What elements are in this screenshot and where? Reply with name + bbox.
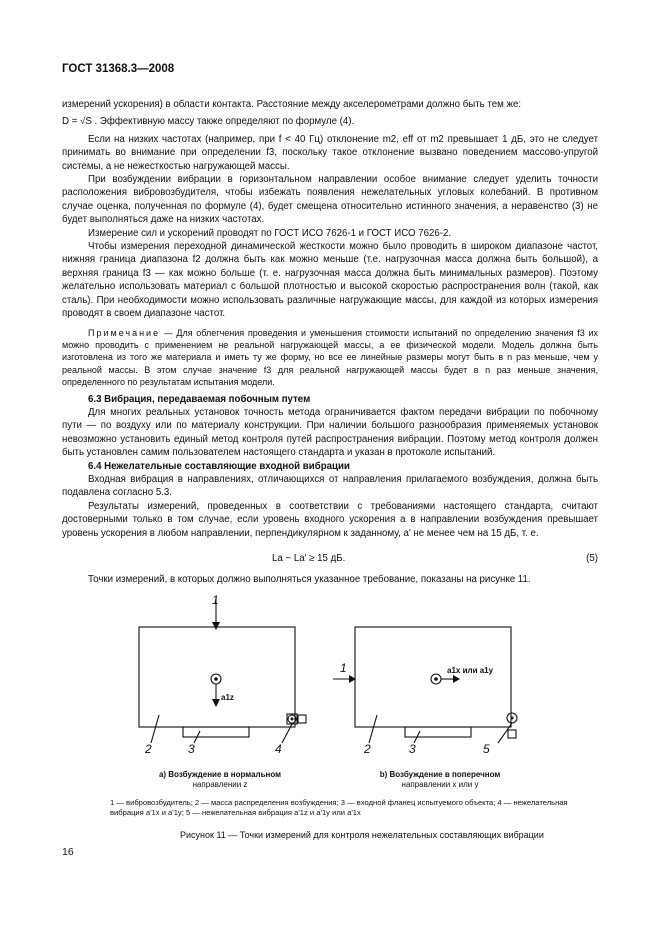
label-3-right: 3 bbox=[409, 742, 416, 756]
page-number: 16 bbox=[62, 846, 74, 858]
section-heading: 6.4 Нежелательные составляющие входной вибрации bbox=[88, 460, 350, 472]
paragraph: D = √S . Эффективную массу также определяют по формуле (4). bbox=[62, 116, 355, 128]
caption-right-line2: направлении x или y bbox=[401, 780, 479, 789]
formula-number: (5) bbox=[586, 553, 598, 564]
label-2-right: 2 bbox=[364, 742, 371, 756]
figure-caption: Рисунок 11 — Точки измерений для контроля нежелательных составляющих вибрации bbox=[180, 830, 544, 840]
label-1-right: 1 bbox=[340, 661, 347, 675]
flange-right bbox=[405, 727, 471, 737]
page-header: ГОСТ 31368.3—2008 bbox=[62, 63, 175, 75]
paragraph: При возбуждении вибрации в горизонтальном направлении особое внимание следует уделить точности расположения вибровозбудителя, чтобы избежать появления нежелательных угловых колебаний. В противном случае оценка, полученная по формуле (4), будет смещена относительно истинного значения, а неравенство (3) не будет выполняться даже на низких частотах. bbox=[62, 174, 598, 226]
figure-11 bbox=[0, 590, 661, 790]
note-text: — Для облегчения проведения и уменьшения стоимости испытаний по определению значения f3 их можно проводить с применением не реальной нагружающей массы, а ее физической модели. Модель должна быть изготовлена из того же материала и иметь ту же форму, но все ее линейные размеры могут быть в n раз меньше, чем у реальной массы. В этом случае значение f3 для реальной нагружающей массы будет в n раз меньше значения, определенного по результатам испытания модели. bbox=[62, 327, 598, 388]
paragraph: Если на низких частотах (например, при f < 40 Гц) отклонение m2, eff от m2 превышает 1 дБ, это не следует принимать во внимание при определении f3, поскольку такое отклонение вызвано поведением массово-упругой системы, а не нежесткостью нагружающей массы. bbox=[62, 133, 598, 172]
points-text: Точки измерений, в которых должно выполняться указанное требование, показаны на рисунке 11. bbox=[88, 574, 531, 585]
paragraph: Для многих реальных установок точность метода ограничивается фактом передачи вибрации по побочному пути — по воздуху или по материалу конструкции. При наличии большого разнообразия применяемых установок невозможно установить единый метод контроля путей распространения вибрации. Поэтому метод контроля должен быть установлен самим пользователем настоящего стандарта и указан в протоколе испытаний. bbox=[62, 406, 598, 459]
formula: La − La' ≥ 15 дБ. bbox=[272, 553, 346, 564]
label-4-left: 4 bbox=[275, 742, 282, 756]
mass-block-right bbox=[355, 627, 511, 727]
paragraph: Измерение сил и ускорений проводят по ГОСТ ИСО 7626-1 и ГОСТ ИСО 7626-2. bbox=[88, 227, 452, 239]
paragraph: Результаты измерений, проведенных в соответствии с требованиями настоящего стандарта, считают достоверными только в том случае, если уровень входного ускорения a в направлении возбуждения превышает уровень ускорения в любом направлении, перпендикулярном к заданному, a' не менее чем на 15 дБ, т. е. bbox=[62, 500, 598, 539]
accel-label-left: a1z bbox=[221, 693, 234, 702]
figure-legend: 1 — вибровозбудитель; 2 — масса распределения возбуждения; 3 — входной фланец испытуемого объекта; 4 — нежелательная вибрация a'1x и a'1y; 5 — нежелательная вибрация a'1z и a'1y или a'1x bbox=[110, 798, 568, 817]
label-1-left: 1 bbox=[212, 593, 219, 607]
label-5-right: 5 bbox=[483, 742, 490, 756]
label-2-left: 2 bbox=[145, 742, 152, 756]
formula-row bbox=[62, 553, 598, 567]
paragraph: измерений ускорения) в области контакта. Расстояние между акселерометрами должно быть тем же: bbox=[62, 99, 522, 110]
body-text bbox=[62, 98, 598, 540]
caption-left-line2: направлении z bbox=[192, 780, 248, 789]
caption-right-line1: b) Возбуждение в поперечном bbox=[379, 770, 501, 779]
caption-right bbox=[350, 770, 530, 790]
flange-left bbox=[183, 727, 249, 737]
paragraph: Входная вибрация в направлениях, отличающихся от направления прилагаемого возбуждения, должна быть подавлена согласно 5.3. bbox=[62, 473, 598, 499]
note-label: Примечание bbox=[88, 327, 161, 338]
section-heading: 6.3 Вибрация, передаваемая побочным путем bbox=[88, 393, 311, 405]
accel-label-right: a1x или a1y bbox=[447, 666, 494, 675]
mass-block-left bbox=[139, 627, 295, 727]
paragraph: Чтобы измерения переходной динамической жесткости можно было проводить в широком диапазоне частот, нижняя граница диапазона f2 должна быть как можно меньше (т.е. нагрузочная масса должна быть большой), а верхняя граница f3 — как можно больше (т. е. нагрузочная масса должна быть минимальных размеров). Поэтому желательно использовать материал с большой плотностью и высокой скоростью распространения волн (такой, как сталь). При необходимости можно использовать различные нагружающие массы, для каждой из которых измерения проводят в своем диапазоне частот. bbox=[62, 241, 598, 320]
caption-left-line1: а) Возбуждение в нормальном bbox=[158, 770, 282, 779]
caption-left bbox=[130, 770, 310, 790]
note bbox=[62, 327, 598, 389]
label-3-left: 3 bbox=[188, 742, 195, 756]
